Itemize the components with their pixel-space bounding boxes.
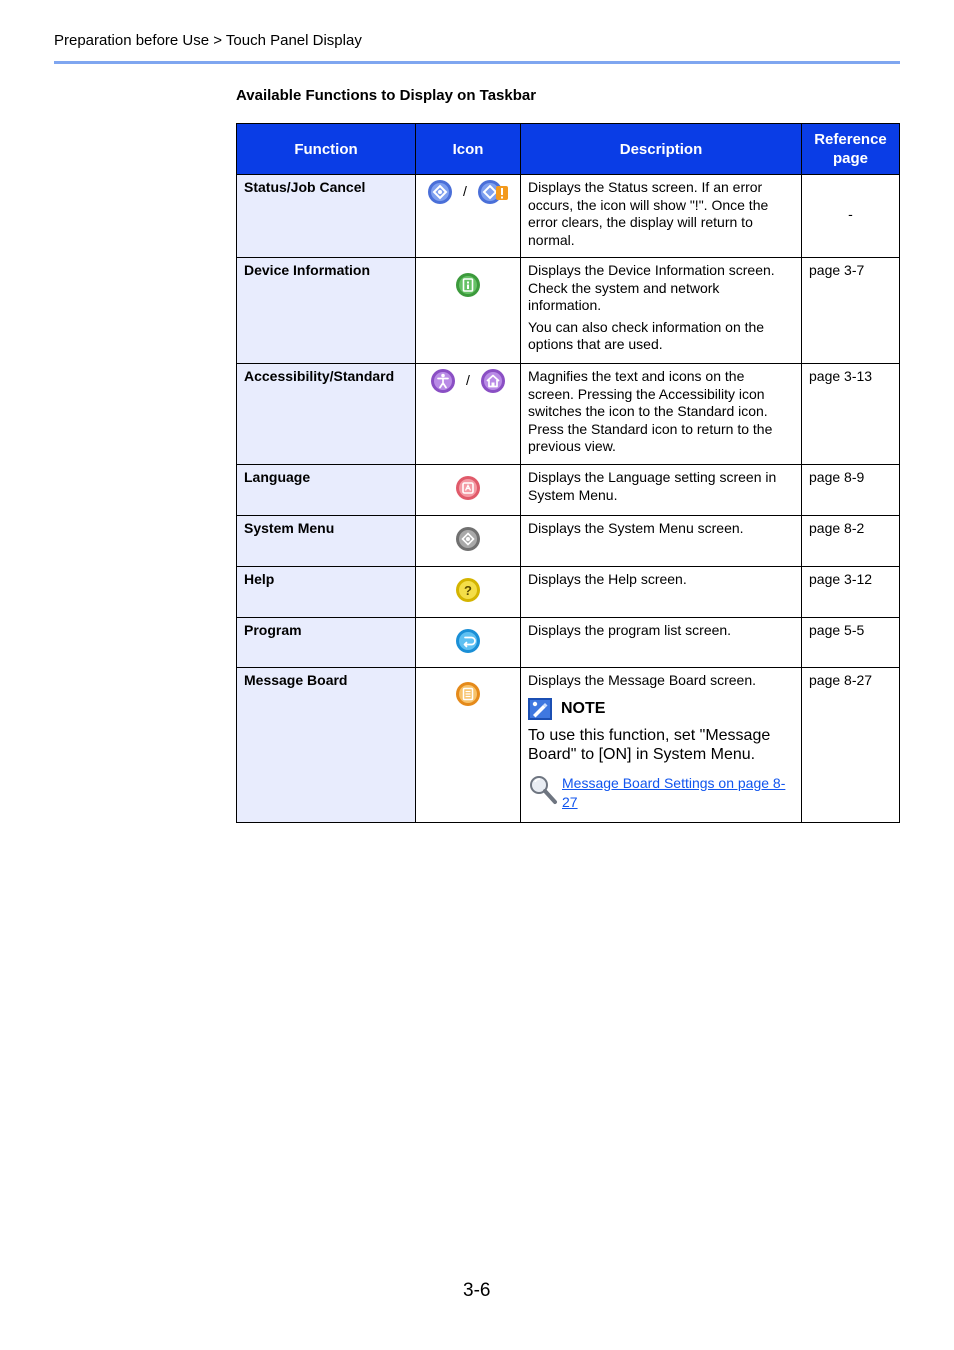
section-title: Available Functions to Display on Taskbar	[236, 87, 537, 104]
reference-page: -	[802, 175, 900, 258]
note-heading: NOTE	[561, 699, 606, 717]
magnifier-icon	[528, 774, 558, 806]
icon-cell	[416, 618, 521, 668]
description-text: Displays the Help screen.	[528, 571, 687, 587]
description-cell	[521, 364, 802, 465]
description-text: Displays the Status screen. If an error occurs, the icon will show "!". Once the error clears, the display will return to normal.	[528, 179, 769, 248]
breadcrumb: Preparation before Use > Touch Panel Display	[54, 32, 362, 49]
reference-page: page 3-12	[802, 567, 900, 618]
message-board-icon	[455, 681, 481, 707]
header-rule	[54, 61, 900, 64]
reference-link-line	[528, 774, 794, 812]
svg-text:?: ?	[464, 582, 472, 598]
header-icon: Icon	[416, 124, 521, 175]
help-icon	[455, 577, 481, 603]
table-row	[237, 175, 900, 258]
home-icon	[480, 368, 506, 394]
table-row	[237, 465, 900, 516]
table-row	[237, 258, 900, 364]
header-reference	[802, 124, 900, 175]
description-text: You can also check information on the options that are used.	[528, 318, 765, 352]
description-cell	[521, 618, 802, 668]
status-error-icon	[477, 179, 509, 205]
icon-cell	[416, 516, 521, 567]
icon-cell	[416, 567, 521, 618]
header-function: Function	[237, 124, 416, 175]
table-row	[237, 567, 900, 618]
system-menu-icon	[455, 526, 481, 552]
device-information-icon	[455, 272, 481, 298]
note-heading-line	[528, 698, 794, 720]
function-name: Device Information	[237, 258, 416, 364]
header-reference-line2: page	[832, 150, 868, 167]
description-cell	[521, 175, 802, 258]
icon-separator: /	[463, 183, 467, 200]
icon-cell	[416, 175, 521, 258]
language-icon	[455, 475, 481, 501]
table-row	[237, 364, 900, 465]
description-text: Displays the Device Information screen. Check the system and network information.	[528, 262, 775, 313]
function-name: Program	[237, 618, 416, 668]
page-number: 3-6	[463, 1280, 491, 1301]
reference-page: page 5-5	[802, 618, 900, 668]
function-name: System Menu	[237, 516, 416, 567]
table-row	[237, 618, 900, 668]
description-cell	[521, 258, 802, 364]
message-board-settings-link[interactable]: Message Board Settings on page 8-27	[562, 774, 786, 810]
table-row	[237, 668, 900, 823]
description-cell	[521, 516, 802, 567]
description-text: Magnifies the text and icons on the screen. Pressing the Accessibility icon switches the icon to the Standard icon. Press the Standard icon to return to the previous view.	[528, 368, 773, 454]
icon-cell	[416, 258, 521, 364]
note-text: To use this function, set "Message Board" to [ON] in System Menu.	[528, 726, 771, 763]
function-name: Status/Job Cancel	[237, 175, 416, 258]
status-icon	[427, 179, 453, 205]
program-icon	[455, 628, 481, 654]
table-row	[237, 516, 900, 567]
functions-table	[236, 123, 900, 823]
description-text: Displays the System Menu screen.	[528, 520, 744, 536]
reference-page: page 3-7	[802, 258, 900, 364]
icon-cell	[416, 668, 521, 823]
function-name: Message Board	[237, 668, 416, 823]
reference-page: page 8-2	[802, 516, 900, 567]
icon-separator: /	[466, 372, 470, 389]
description-text: Displays the Message Board screen.	[528, 672, 756, 688]
table-header-row	[237, 124, 900, 175]
reference-page: page 8-27	[802, 668, 900, 823]
description-text: Displays the program list screen.	[528, 622, 732, 638]
function-name: Help	[237, 567, 416, 618]
accessibility-icon	[430, 368, 456, 394]
description-cell	[521, 465, 802, 516]
reference-page: page 8-9	[802, 465, 900, 516]
description-cell	[521, 567, 802, 618]
description-text: Displays the Language setting screen in System Menu.	[528, 469, 777, 503]
header-reference-line1: Reference	[814, 131, 887, 148]
header-description: Description	[521, 124, 802, 175]
reference-page: page 3-13	[802, 364, 900, 465]
description-cell	[521, 668, 802, 823]
icon-cell	[416, 465, 521, 516]
note-icon	[528, 698, 552, 720]
function-name: Language	[237, 465, 416, 516]
icon-cell	[416, 364, 521, 465]
function-name: Accessibility/Standard	[237, 364, 416, 465]
